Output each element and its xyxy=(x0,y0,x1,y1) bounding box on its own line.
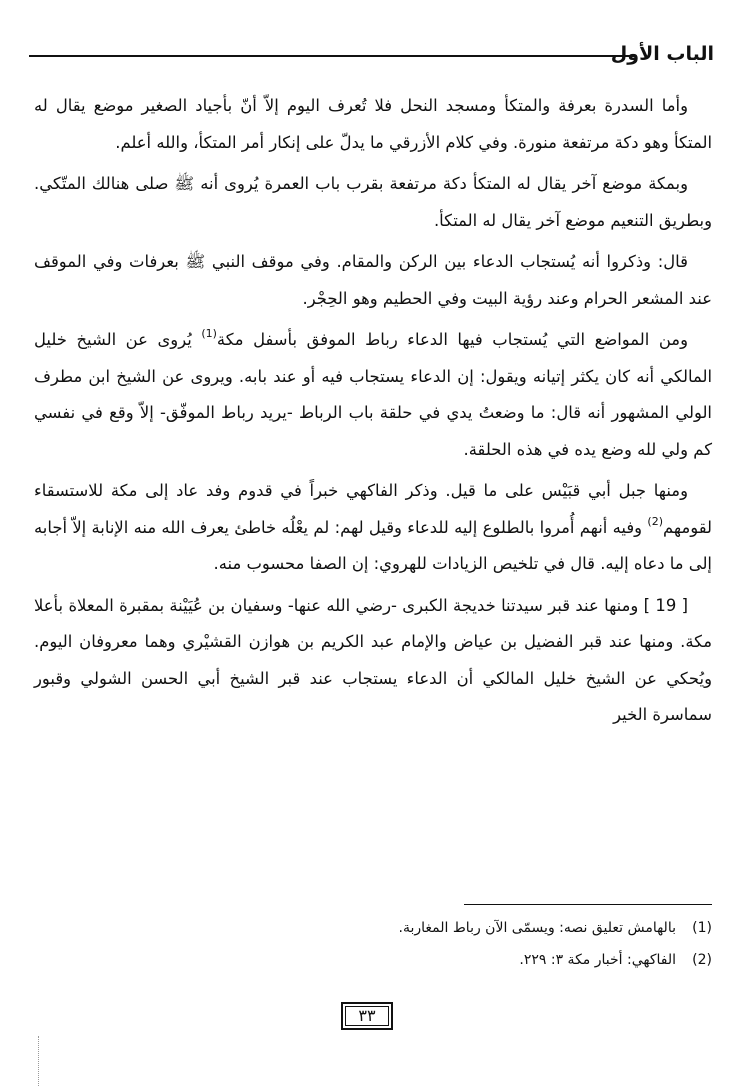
footnote-1 xyxy=(34,912,712,944)
footnote-2-number: (2) xyxy=(692,952,712,968)
chapter-title: الباب الأول xyxy=(610,43,714,65)
paragraph-4 xyxy=(34,322,712,468)
scan-edge-line xyxy=(38,1036,39,1086)
footnote-1-text: بالهامش تعليق نصه: ويسمّى الآن رباط المغاربة. xyxy=(398,920,676,936)
footnote-1-number: (1) xyxy=(692,920,712,936)
paragraph-6: [ 19 ] ومنها عند قبر سيدتنا خديجة الكبرى -رضي الله عنها- وسفيان بن عُيَيْنة بمقبرة المعلاة بأعلا مكة. ومنها عند قبر الفضيل بن عياض والإمام عبد الكريم بن هوازن القشيْري وهما معروفان اليوم. ويُحكي عن الشيخ خليل المالكي أن الدعاء يستجاب عند قبر الشيخ أبي الحسن الشولي وقبور سماسرة الخير xyxy=(34,595,712,724)
main-text xyxy=(34,88,712,739)
footnote-separator xyxy=(464,904,712,905)
paragraph-5-start: ومنها جبل أبي قبَيْس على ما قيل. وذكر الفاكهي خبراً في قدوم وفد عاد إلى مكة للاستسقاء لقومهم xyxy=(34,481,712,537)
page-number: ٣٣ xyxy=(341,1002,393,1030)
paragraph-5 xyxy=(34,473,712,583)
footnote-2-text: الفاكهي: أخبار مكة ٣: ٢٢٩. xyxy=(519,952,676,968)
paragraph-4-start: ومن المواضع التي يُستجاب فيها الدعاء رباط الموفق بأسفل مكة xyxy=(216,330,688,349)
paragraph-5-rest: وفيه أنهم أُمروا بالطلوع إليه للدعاء وقيل لهم: لم يعْلُه خاطئ يعرف الله منه الإنابة إلاّ أجابه إلى ما دعاه إليه. قال في تلخيص الزيادات للهروي: إن الصفا محسوب منه. xyxy=(34,517,712,573)
paragraph-2: وبمكة موضع آخر يقال له المتكأ دكة مرتفعة بقرب باب العمرة يُروى أنه ﷺ صلى هنالك المتّكي. وبطريق التنعيم موضع آخر يقال له المتكأ. xyxy=(34,174,712,230)
running-header xyxy=(29,40,714,70)
footnote-ref-1: (1) xyxy=(201,327,217,340)
footnote-2 xyxy=(34,944,712,976)
header-rule xyxy=(29,55,636,57)
paragraph-1: وأما السدرة بعرفة والمتكأ ومسجد النحل فلا تُعرف اليوم إلاّ أنّ بأجياد الصغير موضع يقال له المتكأ وهو دكة مرتفعة منورة. وفي كلام الأزرقي ما يدلّ على إنكار أمر المتكأ، والله أعلم. xyxy=(34,96,712,152)
footnote-ref-2: (2) xyxy=(647,514,663,528)
footnotes xyxy=(34,912,712,976)
paragraph-4-rest: يُروى عن الشيخ خليل المالكي أنه كان يكثر إتيانه ويقول: إن الدعاء يستجاب فيه أو عند بابه. ويروى عن الشيخ ابن مطرف الولي المشهور أنه قال: ما وضعتُ يدي في حلقة باب الرباط -يريد رباط الموفّق- إلاّ وقع في نفسي كم ولي لله وضع يده في هذه الحلقة. xyxy=(34,330,712,459)
paragraph-3: قال: وذكروا أنه يُستجاب الدعاء بين الركن والمقام. وفي موقف النبي ﷺ بعرفات وفي الموقف عند المشعر الحرام وعند رؤية البيت وفي الحطيم وهو الحِجْر. xyxy=(34,252,712,308)
